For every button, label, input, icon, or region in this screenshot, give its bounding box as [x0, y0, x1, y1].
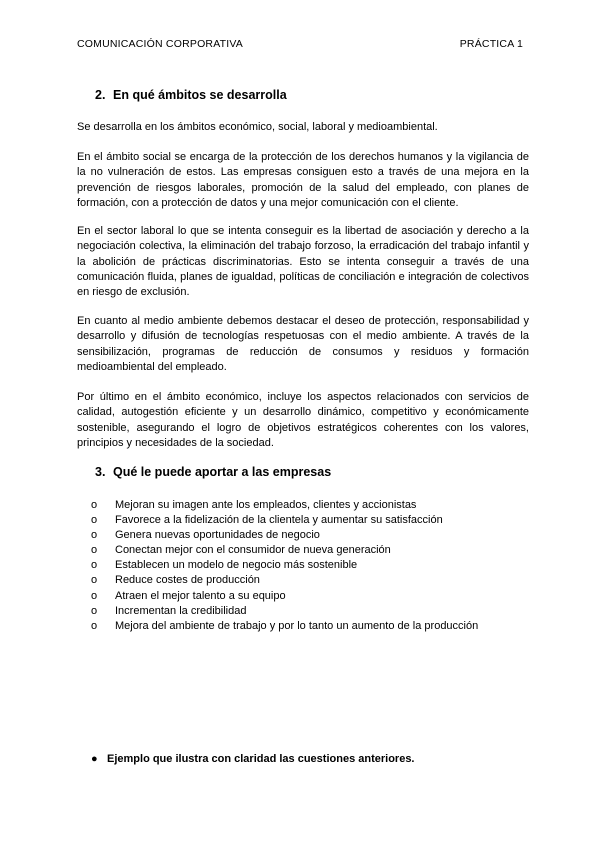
list-item-text: Reduce costes de producción [115, 574, 260, 587]
bullet-marker: o [91, 619, 98, 632]
list-item [91, 604, 478, 619]
paragraph-economico: Por último en el ámbito económico, incluye los aspectos relacionados con servicios de calidad, autogestión eficiente y un desarrollo dinámico, competitivo y económicamente sostenible, asegurando el logro de objetivos estratégicos coherentes con los valores, principios y necesidades de la sociedad. [77, 391, 529, 449]
bullet-marker: o [91, 559, 98, 572]
bullet-marker: o [91, 544, 98, 557]
list-item-text: Favorece a la fidelización de la clientela y aumentar su satisfacción [115, 514, 443, 527]
header-practice-label: PRÁCTICA 1 [459, 38, 523, 50]
list-item [91, 498, 478, 513]
benefits-list [91, 498, 478, 634]
list-item-text: Mejoran su imagen ante los empleados, clientes y accionistas [115, 499, 417, 511]
bullet-dot-icon: ● [91, 753, 98, 765]
paragraph-medioambiente: En cuanto al medio ambiente debemos destacar el deseo de protección, responsabilidad y desarrollo y difusión de tecnologías respetuosas con el medio ambiente. A través de la sensibilización, programas de reducción de consumos y residuos y formación medioambiental del empleado. [77, 315, 529, 373]
list-item [91, 543, 478, 558]
list-item-text: Genera nuevas oportunidades de negocio [115, 529, 320, 542]
section-2-number: 2. [95, 88, 106, 102]
section-2-heading [95, 88, 287, 102]
paragraph-intro: Se desarrolla en los ámbitos económico, social, laboral y medioambiental. [77, 121, 438, 133]
list-item [91, 513, 478, 528]
list-item-text: Establecen un modelo de negocio más sostenible [115, 559, 358, 572]
list-item-text: Incrementan la credibilidad [115, 604, 247, 617]
section-3-title: Qué le puede aportar a las empresas [113, 465, 332, 479]
list-item-text: Atraen el mejor talento a su equipo [115, 589, 286, 602]
section-3-heading [95, 465, 331, 479]
list-item [91, 528, 478, 543]
bullet-marker: o [91, 574, 98, 587]
bullet-marker: o [91, 514, 98, 527]
list-item-text: Mejora del ambiente de trabajo y por lo tanto un aumento de la producción [115, 619, 479, 632]
list-item [91, 589, 478, 604]
list-item-text: Conectan mejor con el consumidor de nueva generación [115, 544, 391, 557]
bullet-marker: o [91, 604, 98, 617]
example-text: Ejemplo que ilustra con claridad las cuestiones anteriores. [107, 753, 415, 765]
header-course-title: COMUNICACIÓN CORPORATIVA [77, 38, 244, 50]
section-2-title: En qué ámbitos se desarrolla [113, 88, 287, 102]
list-item [91, 619, 478, 634]
example-bullet-line [91, 753, 415, 765]
bullet-marker: o [91, 529, 98, 542]
paragraph-laboral: En el sector laboral lo que se intenta conseguir es la libertad de asociación y derecho a la negociación colectiva, la eliminación del trabajo forzoso, la erradicación del trabajo infantil y la abolición de prácticas discriminatorias. Esto se intenta conseguir a través de una comunicación fluida, planes de igualdad, políticas de conciliación e integración de colectivos en riesgo de exclusión. [77, 225, 529, 299]
section-3-number: 3. [95, 465, 106, 479]
bullet-marker: o [91, 589, 98, 602]
list-item [91, 558, 478, 573]
list-item [91, 573, 478, 588]
paragraph-social: En el ámbito social se encarga de la protección de los derechos humanos y la vigilancia de la no vulneración de estos. Las empresas consiguen esto a través de una mejora en la prevención de riesgos laborales, promoción de la salud del empleado, con planes de formación, con a protección de datos y una mejor comunicación con el cliente. [77, 151, 529, 209]
bullet-marker: o [91, 499, 98, 511]
